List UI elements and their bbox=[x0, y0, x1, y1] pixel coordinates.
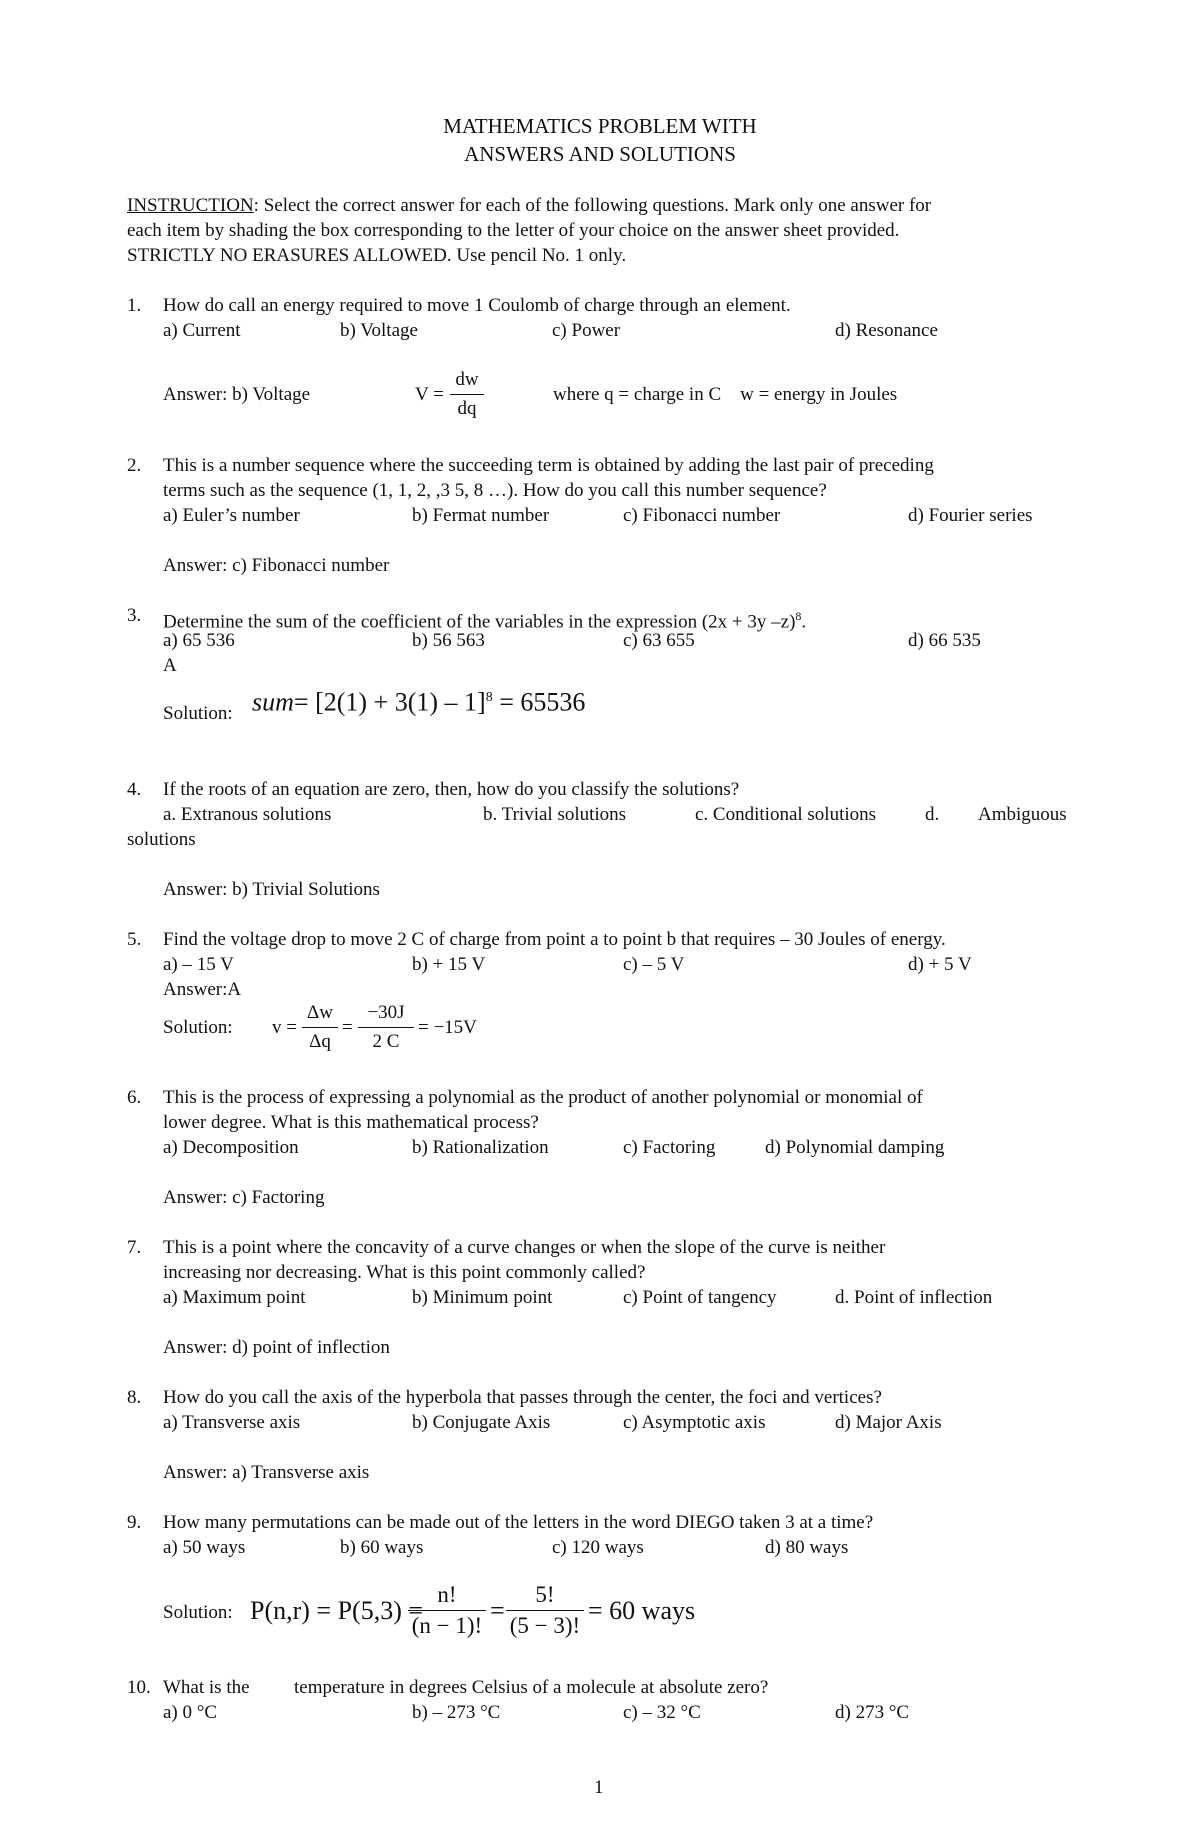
q2-option-c: c) Fibonacci number bbox=[623, 505, 781, 526]
q2-option-b: b) Fermat number bbox=[412, 505, 550, 526]
q4-option-b: b. Trivial solutions bbox=[483, 804, 627, 825]
q7-option-a: a) Maximum point bbox=[163, 1287, 306, 1308]
q4-option-d-wrap: solutions bbox=[127, 829, 196, 850]
q3-sum-expr: = [2(1) + 3(1) – 1] bbox=[293, 687, 486, 717]
q7-line-1: This is a point where the concavity of a curve changes or when the slope of the curve is neither bbox=[163, 1237, 886, 1258]
q4-option-d-label: d. bbox=[925, 804, 940, 825]
q10-option-b: b) – 273 °C bbox=[412, 1702, 501, 1723]
q8-number: 8. bbox=[127, 1387, 142, 1408]
q1-formula-lhs: V = bbox=[415, 384, 444, 405]
q3-sum-result: = 65536 bbox=[492, 687, 586, 717]
fraction-bar bbox=[408, 1610, 486, 1611]
q9-fraction-1 bbox=[408, 1582, 486, 1639]
fraction-bar bbox=[302, 1027, 338, 1028]
q7-option-b: b) Minimum point bbox=[412, 1287, 553, 1308]
q6-line-1: This is the process of expressing a polynomial as the product of another polynomial or monomial of bbox=[163, 1087, 923, 1108]
q3-answer-letter: A bbox=[163, 655, 177, 676]
q1-formula-fraction bbox=[450, 368, 484, 421]
q6-line-2: lower degree. What is this mathematical process? bbox=[163, 1112, 539, 1133]
q1-formula-numerator: dw bbox=[455, 369, 479, 390]
q3-text: Determine the sum of the coefficient of the variables in the expression (2x + 3y –z) bbox=[163, 611, 796, 633]
q3-option-b: b) 56 563 bbox=[412, 630, 485, 651]
q1-where: where q = charge in C w = energy in Joules bbox=[553, 384, 898, 405]
q9-formula-lhs: P(n,r) = P(5,3) = bbox=[250, 1596, 424, 1625]
q5-text: Find the voltage drop to move 2 C of charge from point a to point b that requires – 30 Joules of energy. bbox=[163, 929, 946, 950]
q9-text: How many permutations can be made out of the letters in the word DIEGO taken 3 at a time? bbox=[163, 1512, 874, 1533]
q3-end: . bbox=[801, 611, 807, 633]
q4-text: If the roots of an equation are zero, then, how do you classify the solutions? bbox=[163, 779, 740, 800]
q9-result: = 60 ways bbox=[588, 1596, 696, 1625]
q4-option-a: a. Extranous solutions bbox=[163, 804, 332, 825]
q3-sum-exponent: 8 bbox=[485, 690, 493, 705]
q8-text: How do you call the axis of the hyperbola that passes through the center, the foci and vertices? bbox=[163, 1387, 882, 1408]
q4-answer: Answer: b) Trivial Solutions bbox=[163, 879, 380, 900]
q4-option-c: c. Conditional solutions bbox=[695, 804, 877, 825]
q5-option-b: b) + 15 V bbox=[412, 954, 486, 975]
page-number: 1 bbox=[594, 1777, 604, 1798]
q9-fraction-2 bbox=[506, 1582, 584, 1639]
q8-option-d: d) Major Axis bbox=[835, 1412, 942, 1433]
q5-fraction-2-denominator: 2 C bbox=[372, 1031, 400, 1052]
q10-option-d: d) 273 °C bbox=[835, 1702, 910, 1723]
q1-option-c: c) Power bbox=[552, 320, 621, 341]
q3-solution-label: Solution: bbox=[163, 703, 233, 724]
q2-number: 2. bbox=[127, 455, 142, 476]
fraction-bar bbox=[450, 394, 484, 395]
q9-solution-label: Solution: bbox=[163, 1602, 233, 1623]
q6-option-c: c) Factoring bbox=[623, 1137, 716, 1158]
q5-option-d: d) + 5 V bbox=[908, 954, 972, 975]
q5-solution-label: Solution: bbox=[163, 1017, 233, 1038]
q8-option-a: a) Transverse axis bbox=[163, 1412, 301, 1433]
title-line-2: ANSWERS AND SOLUTIONS bbox=[464, 142, 736, 166]
q5-answer: Answer:A bbox=[163, 979, 242, 1000]
q3-exponent: 8 bbox=[795, 609, 802, 623]
q5-fraction-1 bbox=[302, 1001, 338, 1054]
q3-number: 3. bbox=[127, 605, 142, 626]
instruction-line-1 bbox=[127, 194, 931, 218]
q8-option-b: b) Conjugate Axis bbox=[412, 1412, 551, 1433]
q10-option-c: c) – 32 °C bbox=[623, 1702, 701, 1723]
q9-option-d: d) 80 ways bbox=[765, 1537, 849, 1558]
instruction-text: : Select the correct answer for each of the following questions. Mark only one answer for bbox=[253, 195, 932, 216]
q6-option-a: a) Decomposition bbox=[163, 1137, 299, 1158]
q5-equals: = bbox=[342, 1017, 353, 1038]
q6-option-b: b) Rationalization bbox=[412, 1137, 549, 1158]
q9-option-c: c) 120 ways bbox=[552, 1537, 644, 1558]
q2-line-1: This is a number sequence where the succeeding term is obtained by adding the last pair of preceding bbox=[163, 455, 934, 476]
fraction-bar bbox=[506, 1610, 584, 1611]
q6-number: 6. bbox=[127, 1087, 142, 1108]
q8-option-c: c) Asymptotic axis bbox=[623, 1412, 766, 1433]
q8-answer: Answer: a) Transverse axis bbox=[163, 1462, 370, 1483]
q7-option-c: c) Point of tangency bbox=[623, 1287, 777, 1308]
q1-number: 1. bbox=[127, 295, 142, 316]
q5-number: 5. bbox=[127, 929, 142, 950]
q5-fraction-1-numerator: Δw bbox=[307, 1002, 333, 1023]
q3-option-d: d) 66 535 bbox=[908, 630, 981, 651]
q2-line-2: terms such as the sequence (1, 1, 2, ,3 5, 8 …). How do you call this number sequence? bbox=[163, 480, 827, 501]
q9-fraction-1-numerator: n! bbox=[437, 1582, 457, 1607]
q7-option-d: d. Point of inflection bbox=[835, 1287, 993, 1308]
q9-fraction-1-denominator: (n − 1)! bbox=[411, 1613, 483, 1638]
q9-fraction-2-denominator: (5 − 3)! bbox=[509, 1613, 581, 1638]
q3-sum-word: sum bbox=[252, 687, 294, 717]
q4-number: 4. bbox=[127, 779, 142, 800]
q9-number: 9. bbox=[127, 1512, 142, 1533]
q2-answer: Answer: c) Fibonacci number bbox=[163, 555, 390, 576]
q5-fraction-2 bbox=[358, 1001, 414, 1054]
q3-option-c: c) 63 655 bbox=[623, 630, 695, 651]
q7-answer: Answer: d) point of inflection bbox=[163, 1337, 390, 1358]
q6-option-d: d) Polynomial damping bbox=[765, 1137, 945, 1158]
q1-option-b: b) Voltage bbox=[340, 320, 418, 341]
q5-option-c: c) – 5 V bbox=[623, 954, 685, 975]
q5-option-a: a) – 15 V bbox=[163, 954, 234, 975]
q1-option-a: a) Current bbox=[163, 320, 241, 341]
q5-fraction-1-denominator: Δq bbox=[309, 1031, 331, 1052]
q1-answer: Answer: b) Voltage bbox=[163, 384, 311, 405]
q9-fraction-2-numerator: 5! bbox=[535, 1582, 555, 1607]
q10-text-2: temperature in degrees Celsius of a molecule at absolute zero? bbox=[294, 1677, 769, 1698]
q7-line-2: increasing nor decreasing. What is this point commonly called? bbox=[163, 1262, 646, 1283]
q2-option-d: d) Fourier series bbox=[908, 505, 1033, 526]
q4-option-d: Ambiguous bbox=[978, 804, 1067, 825]
q1-option-d: d) Resonance bbox=[835, 320, 938, 341]
q5-result: = −15V bbox=[418, 1017, 477, 1038]
q3-solution-formula bbox=[252, 682, 585, 719]
q2-option-a: a) Euler’s number bbox=[163, 505, 300, 526]
title-line-1: MATHEMATICS PROBLEM WITH bbox=[443, 114, 757, 138]
q7-number: 7. bbox=[127, 1237, 142, 1258]
q10-option-a: a) 0 °C bbox=[163, 1702, 218, 1723]
q5-v-lhs: v = bbox=[272, 1017, 297, 1038]
q1-text: How do call an energy required to move 1 Coulomb of charge through an element. bbox=[163, 295, 791, 316]
q10-text-1: What is the bbox=[163, 1677, 250, 1698]
q9-option-a: a) 50 ways bbox=[163, 1537, 246, 1558]
q6-answer: Answer: c) Factoring bbox=[163, 1187, 325, 1208]
instruction-line-3: STRICTLY NO ERASURES ALLOWED. Use pencil No. 1 only. bbox=[127, 245, 627, 266]
q10-number: 10. bbox=[127, 1677, 151, 1698]
q5-fraction-2-numerator: −30J bbox=[367, 1002, 405, 1023]
fraction-bar bbox=[358, 1027, 414, 1028]
q3-option-a: a) 65 536 bbox=[163, 630, 235, 651]
q9-equals: = bbox=[490, 1596, 505, 1625]
instruction-line-2: each item by shading the box corresponding to the letter of your choice on the answer sheet provided. bbox=[127, 220, 900, 241]
q1-formula-denominator: dq bbox=[457, 398, 477, 419]
q9-option-b: b) 60 ways bbox=[340, 1537, 424, 1558]
instruction-label: INSTRUCTION bbox=[127, 195, 254, 216]
